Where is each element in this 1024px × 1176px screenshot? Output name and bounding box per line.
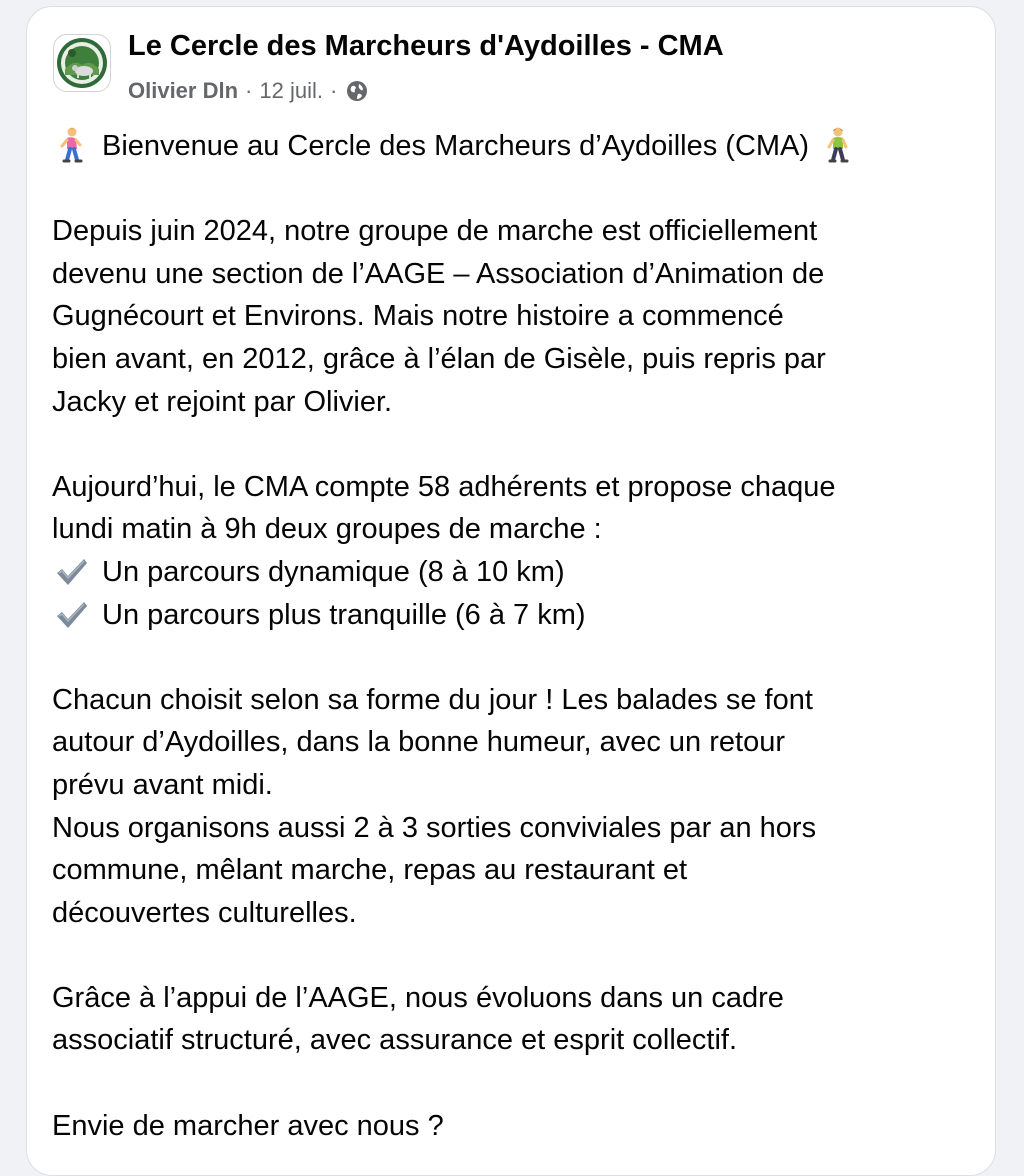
- meta-separator: ·: [329, 78, 338, 103]
- check-item-text: Un parcours dynamique (8 à 10 km): [102, 555, 565, 588]
- check-item: [52, 594, 987, 637]
- group-name-link[interactable]: Le Cercle des Marcheurs d'Aydoilles - CMA: [128, 30, 724, 62]
- paragraph-history: [52, 210, 987, 423]
- text-line: Envie de marcher avec nous ?: [52, 1109, 444, 1142]
- man-walking-icon: [819, 125, 857, 167]
- group-logo-icon: [54, 35, 110, 91]
- text-line: bien avant, en 2012, grâce à l’élan de Gisèle, puis repris par: [52, 342, 826, 375]
- text-line: prévu avant midi.: [52, 768, 273, 801]
- text-line: Grâce à l’appui de l’AAGE, nous évoluons dans un cadre: [52, 981, 784, 1014]
- paragraph-today: [52, 466, 987, 551]
- text-line: Gugnécourt et Environs. Mais notre histoire a commencé: [52, 300, 784, 333]
- post-date-link[interactable]: 12 juil.: [259, 78, 323, 103]
- text-line: découvertes culturelles.: [52, 896, 357, 929]
- group-avatar[interactable]: [53, 34, 111, 92]
- text-line: associatif structuré, avec assurance et esprit collectif.: [52, 1024, 738, 1057]
- paragraph-outings: [52, 679, 987, 935]
- text-line: Nous organisons aussi 2 à 3 sorties conviviales par an hors: [52, 811, 817, 844]
- text-line: Depuis juin 2024, notre groupe de marche est officiellement: [52, 215, 818, 248]
- check-item: [52, 551, 987, 594]
- check-mark-icon: [52, 551, 90, 593]
- text-line: Chacun choisit selon sa forme du jour ! Les balades se font: [52, 683, 813, 716]
- text-line: commune, mêlant marche, repas au restaurant et: [52, 854, 688, 887]
- meta-separator: ·: [245, 78, 253, 103]
- post-meta: [128, 76, 368, 106]
- post-body: [52, 125, 987, 1147]
- text-line: autour d’Aydoilles, dans la bonne humeur, avec un retour: [52, 726, 786, 759]
- text-line: Jacky et rejoint par Olivier.: [52, 385, 393, 418]
- check-mark-icon: [52, 594, 90, 636]
- woman-walking-icon: [52, 125, 90, 167]
- globe-icon[interactable]: [346, 80, 368, 102]
- text-line: Aujourd’hui, le CMA compte 58 adhérents et propose chaque: [52, 470, 836, 503]
- paragraph-support: [52, 977, 987, 1062]
- check-item-text: Un parcours plus tranquille (6 à 7 km): [102, 598, 586, 631]
- text-line: devenu une section de l’AAGE – Association d’Animation de: [52, 257, 825, 290]
- paragraph-closing: [52, 1105, 987, 1148]
- post-headline: [52, 125, 987, 168]
- post-card: [26, 6, 996, 1176]
- author-name-link[interactable]: Olivier Dln: [128, 78, 239, 103]
- text-line: lundi matin à 9h deux groupes de marche :: [52, 513, 602, 546]
- headline-text: Bienvenue au Cercle des Marcheurs d’Aydoilles (CMA): [102, 130, 810, 162]
